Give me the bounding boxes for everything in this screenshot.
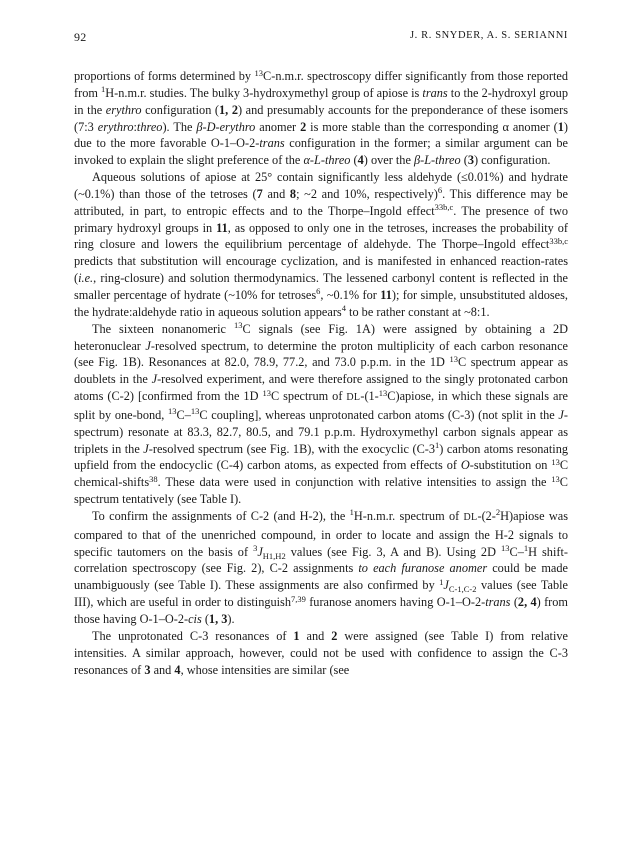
text-run: proportions of forms determined by — [74, 69, 255, 83]
text-i: to each furanose anomer — [358, 561, 488, 576]
text-sup: 1 — [523, 543, 529, 554]
text-i: erythro — [97, 119, 134, 134]
text-run: ) configuration. — [473, 153, 551, 168]
text-run: C spectrum tentatively (see Table I). — [74, 475, 568, 507]
text-sup: 1 — [439, 576, 444, 587]
text-sup: 13 — [551, 473, 560, 484]
paragraph-p3 — [74, 321, 568, 508]
text-run: to the 2-hydroxyl group in the — [74, 85, 568, 117]
text-sup: 13 — [254, 67, 264, 78]
body-text — [74, 68, 568, 678]
text-run: anomer — [255, 119, 301, 134]
text-sup: 13 — [168, 406, 177, 417]
text-run: is more stable than the corresponding α anomer ( — [306, 119, 558, 134]
text-sc: DL — [346, 392, 361, 404]
text-i: J — [558, 407, 564, 422]
text-run: H-n.m.r. studies. The bulky 3-hydroxymethyl group of apiose is — [105, 85, 423, 100]
text-run: , ring-closure) and solution thermodynamics. The lessened carbonyl content is reflected in the smaller percentage of hydrate (~10% for tetroses — [74, 271, 568, 302]
text-b: 1, 2 — [219, 102, 238, 117]
text-i: trans — [485, 595, 511, 610]
text-i: i.e. — [78, 271, 94, 286]
text-sup: 13 — [233, 320, 243, 331]
text-run: could be made unambiguously (see Table I). These assignments are also confirmed by — [74, 561, 568, 593]
text-run: H)apiose was compared to that of the unenriched compound, in order to locate and assign the H-2 signals to specific tautomers on the basis of — [74, 508, 568, 559]
running-title: J. R. SNYDER, A. S. SERIANNI — [410, 30, 568, 41]
paragraph-p5 — [74, 628, 568, 679]
text-sub: H1,H2 — [262, 550, 286, 561]
text-run: -(1- — [360, 389, 379, 404]
paragraph-p2 — [74, 169, 568, 321]
text-run: The unprotonated C-3 resonances of — [92, 628, 294, 643]
text-b: 2, 4 — [517, 595, 537, 610]
text-b: 1 — [557, 119, 564, 134]
text-run: ) due to the more favorable O-1–O-2- — [74, 119, 568, 151]
text-sup: 3 — [253, 543, 258, 554]
text-sup: 38 — [149, 473, 158, 484]
text-run: configuration in the former; a similar argument can be invoked to explain the slight preference of the — [74, 136, 568, 168]
text-run: ) over the — [363, 153, 414, 168]
text-run: and — [262, 186, 290, 201]
text-run: C spectrum of — [270, 389, 347, 404]
text-sup: 1 — [349, 507, 354, 518]
text-run: ) and presumably accounts for the preponderance of these isomers (7:3 — [74, 102, 568, 134]
document-page — [74, 30, 568, 850]
text-run: C chemical-shifts — [74, 458, 568, 490]
text-run: to be rather constant at ~8:1. — [345, 304, 490, 319]
text-b: 3 — [467, 153, 474, 168]
text-run: were assigned (see Table I) from relative intensities. A similar approach, however, could not be used with confidence to assign the C-3 resonances of — [74, 628, 568, 677]
text-sup: 6 — [316, 286, 321, 297]
text-run: ( — [510, 595, 518, 610]
text-sup: 13 — [378, 387, 388, 398]
text-run: -resolved spectrum, to determine the proton multiplicity of each carbon resonance (see Fig. 1B). Resonances at 82.0, 78.9, 77.2, and 73.0 p.p.m. in the 1D — [74, 338, 568, 370]
running-head — [74, 30, 568, 46]
text-sup: 7,39 — [291, 593, 306, 604]
text-run: , whose intensities are similar (see — [180, 662, 350, 677]
text-sup: 1 — [101, 84, 106, 95]
text-b: 3 — [144, 662, 151, 677]
text-i: J — [145, 338, 151, 353]
text-b: 11 — [216, 220, 228, 235]
text-run: C– — [509, 544, 524, 559]
text-b: 2 — [300, 119, 307, 134]
text-sup: 13 — [449, 353, 458, 364]
text-b: 1 — [293, 628, 300, 643]
text-run: C– — [176, 407, 191, 422]
text-run: -substitution on — [469, 458, 552, 473]
text-run: ). — [227, 612, 235, 626]
text-i: α-L-threo — [303, 153, 351, 168]
text-run: The sixteen nonanomeric — [92, 321, 234, 336]
text-run: , ~0.1% for — [320, 287, 381, 302]
text-run: . This difference may be attributed, in part, to entropic effects and to the Thorpe–Ingold effect — [74, 186, 568, 218]
text-run: ( — [350, 153, 358, 168]
text-run: ); for simple, unsubstituted aldoses, the hydrate:aldehyde ratio in aqueous solution appears — [74, 287, 568, 319]
text-i: trans — [422, 85, 448, 100]
text-sc: DL — [463, 511, 478, 523]
text-run: ( — [460, 153, 468, 168]
text-i: β-L-threo — [413, 153, 461, 168]
text-i: trans — [259, 136, 285, 151]
text-b: 4 — [357, 153, 364, 168]
text-b: 11 — [380, 287, 392, 302]
text-run: ( — [201, 612, 209, 626]
text-run: ; ~2 and 10%, respectively) — [296, 186, 438, 201]
text-sup: 33b,c — [434, 202, 454, 213]
text-i: J — [257, 544, 263, 559]
text-run: Aqueous solutions of apiose at 25° contain significantly less aldehyde (≤0.01%) and hydrate (~0.1%) than those of the tetroses ( — [74, 170, 568, 201]
text-i: J — [443, 578, 449, 593]
text-run: . These data were used in conjunction with relative intensities to assign the — [157, 475, 552, 490]
text-sup: 1 — [435, 440, 440, 451]
text-i: β-D-erythro — [196, 119, 256, 134]
text-run: ) from those having O-1–O-2- — [74, 595, 568, 626]
text-run: C-n.m.r. spectroscopy differ significantly from those reported from — [74, 69, 568, 100]
text-sup: 2 — [495, 507, 501, 518]
text-run: H-n.m.r. spectrum of — [353, 508, 464, 523]
text-sup: 13 — [551, 456, 560, 467]
text-i: O — [460, 458, 470, 473]
text-run: , as opposed to only one in the tetroses, increases the probability of ring closure and lowers the equilibrium percentage of aldehyde. The Thorpe–Ingold effect — [74, 220, 568, 252]
text-b: 4 — [174, 662, 181, 677]
text-run: C spectrum appear as doublets in the — [74, 355, 568, 387]
text-run: : — [133, 119, 137, 134]
text-run: -(2- — [477, 508, 496, 523]
text-b: 8 — [289, 186, 297, 201]
text-sup: 4 — [341, 303, 346, 314]
text-b: 1, 3 — [208, 612, 228, 626]
text-run: and — [299, 628, 332, 643]
text-run: C)apiose, in which these signals are split by one-bond, — [74, 389, 568, 422]
page-number: 92 — [74, 30, 87, 44]
text-run: values (see Table III), which are useful in order to distinguish — [74, 578, 568, 610]
text-i: erythro — [105, 102, 142, 117]
text-i: threo — [136, 119, 163, 134]
text-sup: 6 — [437, 185, 443, 196]
text-run: To confirm the assignments of C-2 (and H-2), the — [92, 508, 350, 523]
text-run: and — [150, 662, 175, 677]
text-run: -resolved experiment, and were therefore assigned to the singly protonated carbon atoms (C-2) [confirmed from the 1D — [74, 372, 568, 404]
text-b: 7 — [256, 186, 263, 201]
text-run: . The presence of two primary hydroxyl groups in — [74, 203, 568, 235]
text-b: 2 — [331, 628, 338, 643]
text-i: J — [151, 372, 158, 387]
text-sup: 13 — [190, 406, 200, 417]
text-sup: 13 — [501, 543, 510, 554]
text-run: -spectrum) resonate at 83.3, 82.7, 80.5, and 79.1 p.p.m. Hydroxymethyl carbon signals appear as triplets in the — [74, 407, 568, 456]
paragraph-p4 — [74, 508, 568, 628]
text-sub: C-1,C-2 — [448, 584, 477, 595]
text-i: cis — [188, 612, 202, 626]
text-run: -resolved spectrum (see Fig. 1B), with the exocyclic (C-3 — [148, 441, 436, 456]
text-i: J — [143, 441, 149, 456]
text-run: ) carbon atoms resonating upfield from the endocyclic (C-4) carbon atoms, as expected from effects of — [74, 441, 568, 473]
text-run: C signals (see Fig. 1A) were assigned by obtaining a 2D heteronuclear — [74, 321, 568, 353]
text-run: configuration ( — [141, 102, 220, 117]
text-run: ). The — [162, 119, 197, 134]
text-run: values (see Fig. 3, A and B). Using 2D — [285, 544, 501, 559]
paragraph-p1 — [74, 68, 568, 169]
text-sup: 13 — [262, 387, 271, 398]
text-run: furanose anomers having O-1–O-2- — [305, 595, 486, 610]
text-run: C coupling], whereas unprotonated carbon atoms (C-3) (not split in the — [199, 407, 559, 422]
text-run: predicts that substitution will encourage cyclization, and is manifested in enhanced reaction-rates ( — [74, 254, 568, 286]
text-run: H shift-correlation spectroscopy (see Fig. 2), C-2 assignments — [74, 544, 568, 576]
text-sup: 33b,c — [549, 235, 568, 246]
